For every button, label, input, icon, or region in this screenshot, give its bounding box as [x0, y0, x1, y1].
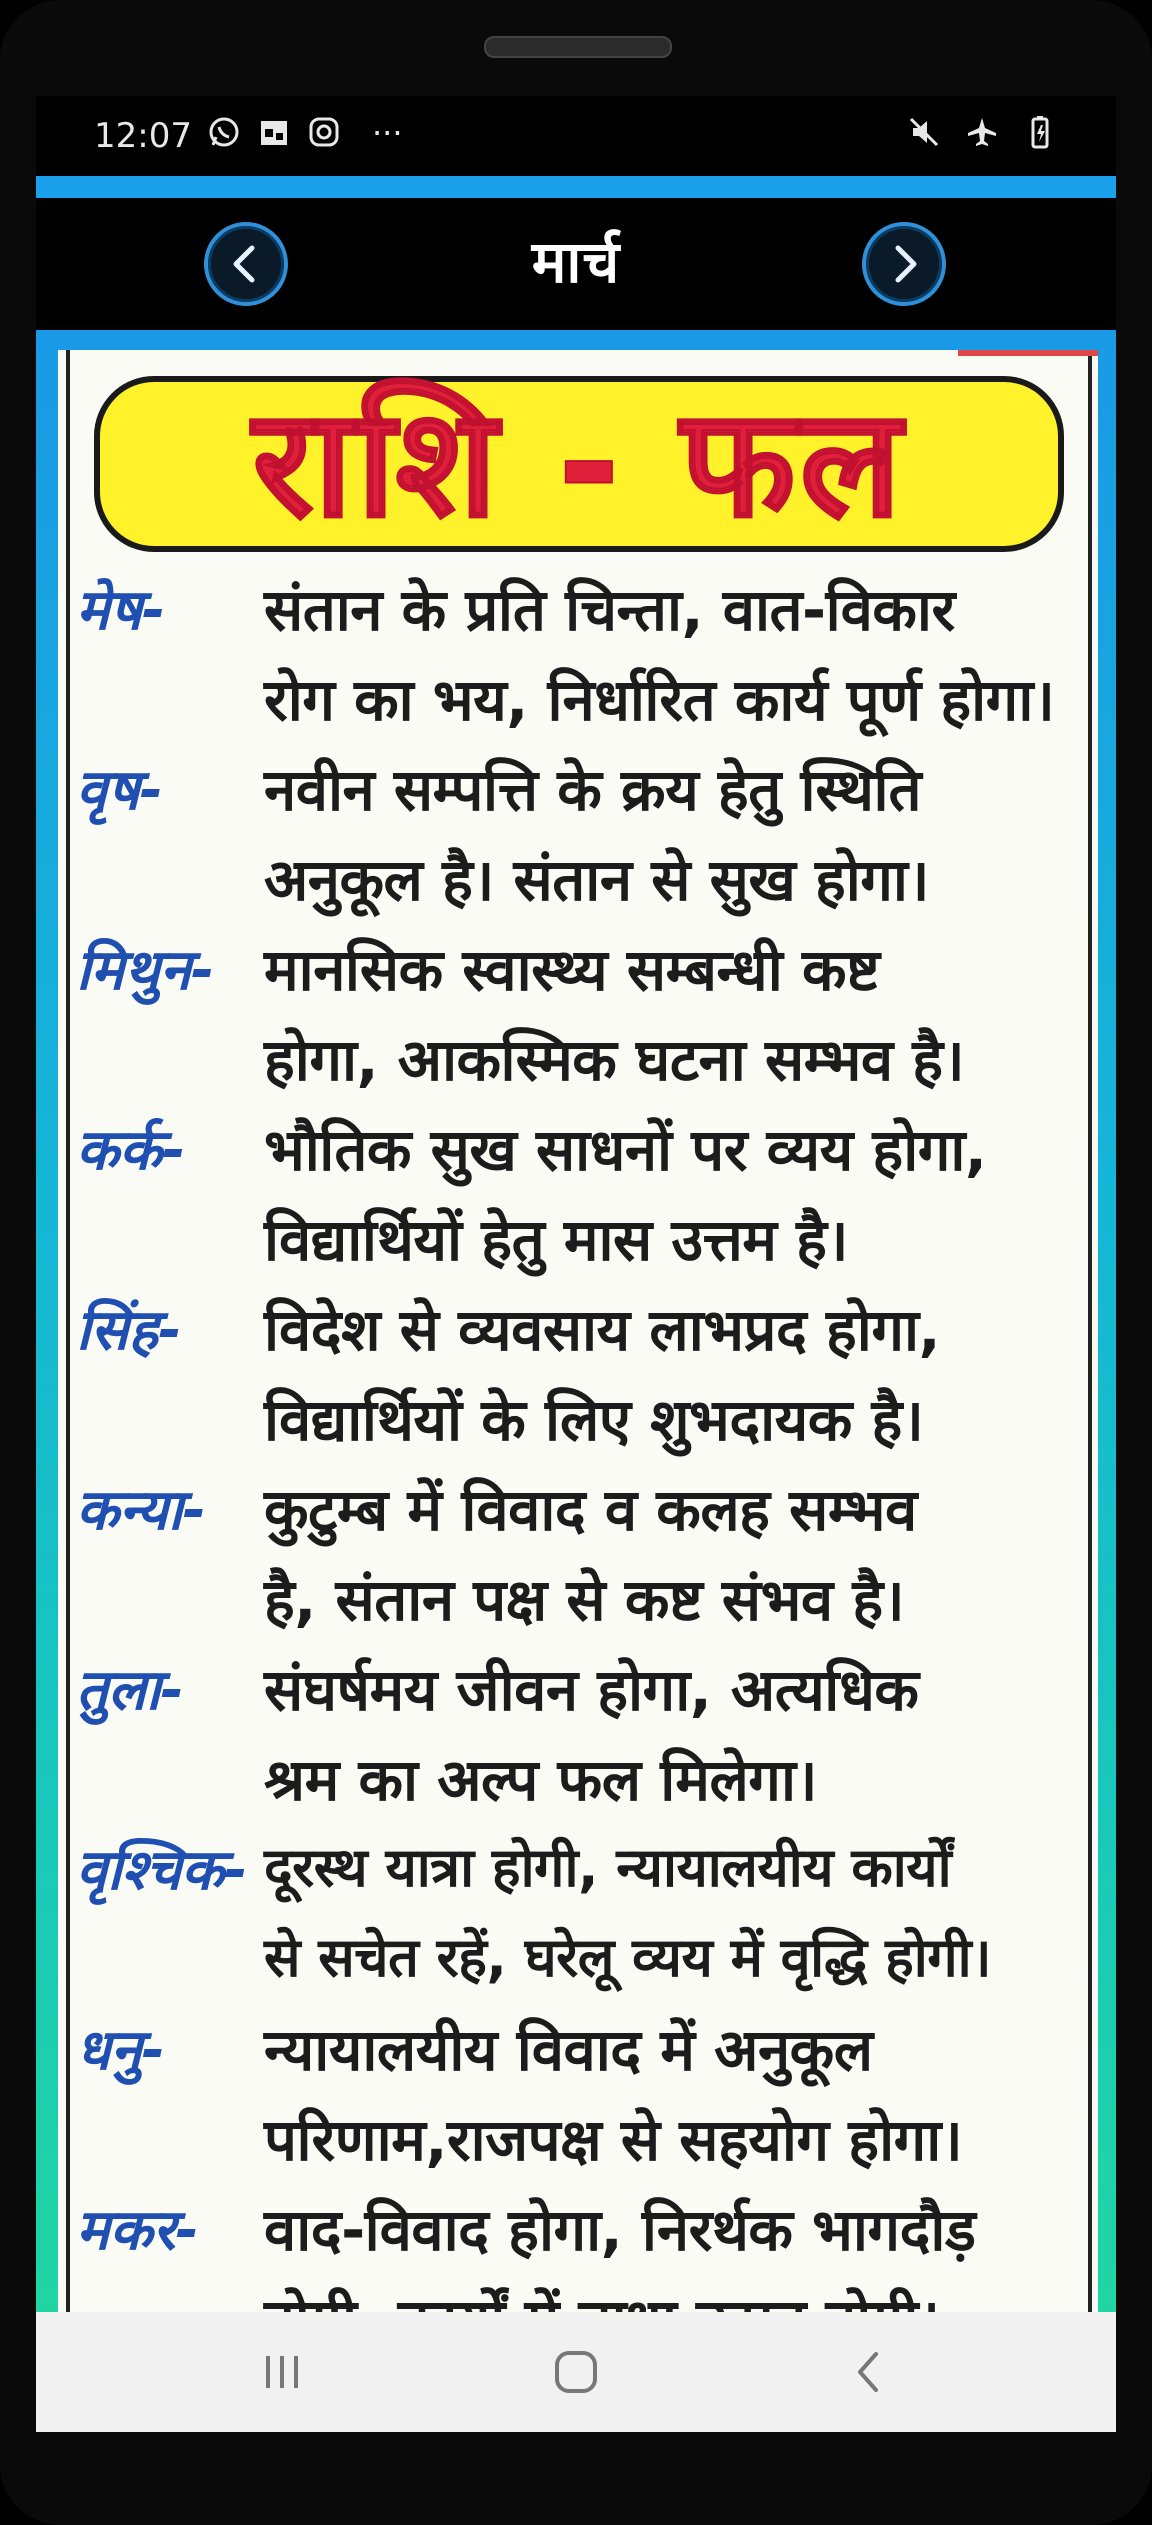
rashi-line-2: श्रम का अल्प फल मिलेगा।: [264, 1746, 817, 1814]
rashi-name: मेष-: [76, 578, 166, 643]
rashi-name: धनु-: [76, 2018, 165, 2083]
rashi-line-2: विद्यार्थियों के लिए शुभदायक है।: [264, 1386, 924, 1454]
rashi-line-1: न्यायालयीय विवाद में अनुकूल: [264, 2016, 873, 2084]
airplane-icon: [964, 114, 1000, 150]
rashi-line-1: मानसिक स्वास्थ्य सम्बन्धी कष्ट: [264, 936, 880, 1004]
rashi-line-1: दूरस्थ यात्रा होगी, न्यायालयीय कार्यों: [264, 1836, 952, 1899]
speaker-grille: [484, 36, 672, 58]
rashi-name: मकर-: [76, 2198, 199, 2263]
rashifal-banner: [94, 376, 1064, 552]
screen: [36, 96, 1116, 2432]
rashi-name: वृष-: [76, 758, 163, 823]
calendar-icon: [256, 114, 292, 150]
rashi-line-2: परिणाम,राजपक्ष से सहयोग होगा।: [264, 2106, 963, 2174]
chevron-right-icon: [866, 226, 942, 302]
next-month-button[interactable]: [862, 222, 946, 306]
rashifal-clipping: [58, 350, 1098, 2312]
recent-apps-icon: [252, 2342, 312, 2402]
rashi-name: तुला-: [76, 1658, 184, 1723]
status-bar: [36, 96, 1116, 176]
back-button[interactable]: [840, 2342, 900, 2402]
chevron-left-icon: [208, 226, 284, 302]
recent-apps-button[interactable]: [252, 2342, 312, 2402]
rashi-line-1: कुटुम्ब में विवाद व कलह सम्भव: [264, 1476, 917, 1544]
rashi-name: सिंह-: [76, 1298, 182, 1363]
system-nav-bar: [36, 2312, 1116, 2432]
mute-icon: [906, 114, 942, 150]
banner-title: राशि - फल: [252, 377, 906, 551]
rashi-name: कर्क-: [76, 1118, 186, 1183]
home-icon: [546, 2342, 606, 2402]
status-more: ···: [372, 114, 403, 152]
back-icon: [840, 2342, 900, 2402]
rashi-line-2: है, संतान पक्ष से कष्ट संभव है।: [264, 1566, 905, 1634]
rashi-line-1: नवीन सम्पत्ति के क्रय हेतु स्थिति: [264, 756, 922, 824]
whatsapp-icon: [206, 114, 242, 150]
clipping-border-left: [66, 350, 70, 2312]
prev-month-button[interactable]: [204, 222, 288, 306]
rashi-line-2: रोग का भय, निर्धारित कार्य पूर्ण होगा।: [264, 666, 1055, 734]
clipping-top-edge: [958, 350, 1098, 356]
instagram-icon: [306, 114, 342, 150]
rashi-line-2: होगा, आकस्मिक घटना सम्भव है।: [264, 1026, 965, 1094]
rashi-line-1: संघर्षमय जीवन होगा, अत्यधिक: [264, 1656, 919, 1724]
rashi-line-2: से सचेत रहें, घरेलू व्यय में वृद्धि होगी।: [264, 1926, 992, 1989]
accent-strip: [36, 176, 1116, 198]
rashi-name: कन्या-: [76, 1478, 206, 1543]
rashi-name: वृश्चिक-: [76, 1838, 248, 1903]
page-title: मार्च: [531, 228, 621, 296]
rashi-name: मिथुन-: [76, 938, 215, 1003]
clipping-border-right: [1088, 350, 1092, 2312]
rashi-line-2: विद्यार्थियों हेतु मास उत्तम है।: [264, 1206, 848, 1274]
content-area[interactable]: [36, 330, 1116, 2312]
app-header: [36, 198, 1116, 330]
rashi-line-2: अनुकूल है। संतान से सुख होगा।: [264, 846, 929, 914]
home-button[interactable]: [546, 2342, 606, 2402]
battery-icon: [1022, 114, 1058, 150]
rashi-line-1: संतान के प्रति चिन्ता, वात-विकार: [264, 576, 955, 644]
rashi-line-1: वाद-विवाद होगा, निरर्थक भागदौड़: [264, 2196, 976, 2264]
rashi-line-1: विदेश से व्यवसाय लाभप्रद होगा,: [264, 1296, 941, 1364]
rashi-line-1: भौतिक सुख साधनों पर व्यय होगा,: [264, 1116, 987, 1184]
status-time: 12:07: [94, 116, 192, 156]
